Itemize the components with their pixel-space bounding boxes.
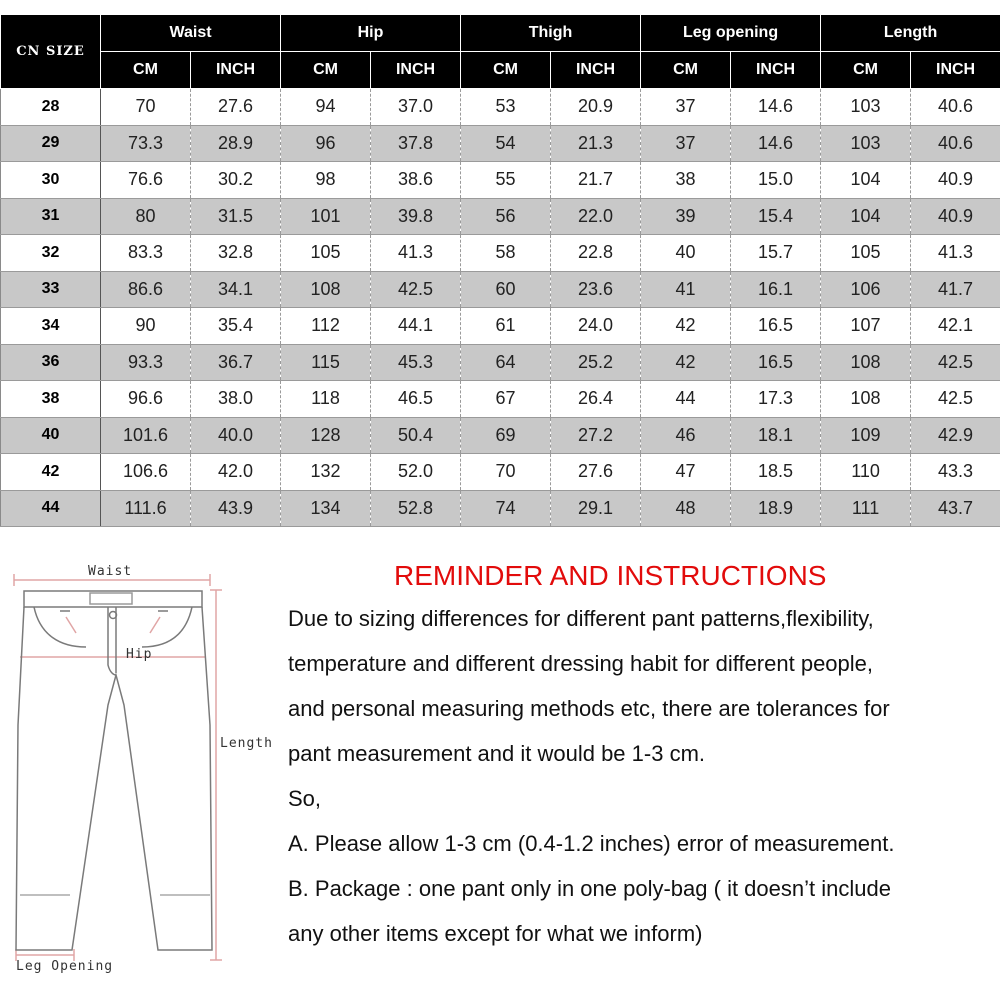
measurement-cell: 38 — [641, 162, 731, 199]
measurement-cell: 52.8 — [371, 490, 461, 527]
measurement-cell: 58 — [461, 235, 551, 272]
measurement-cell: 18.9 — [731, 490, 821, 527]
measurement-cell: 36.7 — [191, 344, 281, 381]
measurement-cell: 16.1 — [731, 271, 821, 308]
measurement-cell: 42.5 — [371, 271, 461, 308]
measurement-cell: 53 — [461, 89, 551, 126]
header-leg-opening-cm: CM — [641, 52, 731, 89]
measurement-cell: 74 — [461, 490, 551, 527]
measurement-cell: 37.0 — [371, 89, 461, 126]
measurement-cell: 69 — [461, 417, 551, 454]
measurement-cell: 76.6 — [101, 162, 191, 199]
pocket-stitch — [66, 617, 160, 633]
measurement-cell: 39.8 — [371, 198, 461, 235]
measurement-cell: 28.9 — [191, 125, 281, 162]
measurement-cell: 27.2 — [551, 417, 641, 454]
measurement-cell: 41.3 — [911, 235, 1000, 272]
header-leg-opening-inch: INCH — [731, 52, 821, 89]
size-cell: 28 — [1, 89, 101, 126]
measurement-cell: 41.3 — [371, 235, 461, 272]
table-row — [1, 454, 1000, 491]
size-cell: 34 — [1, 308, 101, 345]
instruction-line-3: and personal measuring methods etc, there are tolerances for — [288, 696, 890, 721]
measurement-cell: 15.7 — [731, 235, 821, 272]
measurement-cell: 67 — [461, 381, 551, 418]
header-thigh-cm: CM — [461, 52, 551, 89]
measurement-cell: 27.6 — [191, 89, 281, 126]
measurement-cell: 15.0 — [731, 162, 821, 199]
size-cell: 38 — [1, 381, 101, 418]
measurement-cell: 16.5 — [731, 344, 821, 381]
measurement-cell: 38.6 — [371, 162, 461, 199]
measurement-cell: 43.7 — [911, 490, 1000, 527]
measurement-cell: 14.6 — [731, 125, 821, 162]
measurement-cell: 22.8 — [551, 235, 641, 272]
header-leg-opening: Leg opening — [641, 15, 821, 52]
measurement-cell: 30.2 — [191, 162, 281, 199]
measurement-cell: 42.1 — [911, 308, 1000, 345]
leg-opening-label: Leg Opening — [16, 959, 114, 974]
instruction-line-b-cont: any other items except for what we inform) — [288, 921, 703, 946]
measurement-cell: 31.5 — [191, 198, 281, 235]
measurement-cell: 118 — [281, 381, 371, 418]
table-row — [1, 198, 1000, 235]
measurement-cell: 46.5 — [371, 381, 461, 418]
measurement-cell: 105 — [281, 235, 371, 272]
reminder-title: REMINDER AND INSTRUCTIONS — [394, 560, 827, 591]
table-row — [1, 381, 1000, 418]
header-row-groups — [1, 15, 1000, 52]
size-cell: 30 — [1, 162, 101, 199]
instruction-line-2: temperature and different dressing habit for different people, — [288, 651, 874, 676]
instruction-line-b: B. Package : one pant only in one poly-bag ( it doesn’t include — [288, 876, 891, 901]
header-waist-inch: INCH — [191, 52, 281, 89]
measurement-cell: 42.5 — [911, 381, 1000, 418]
measurement-cell: 47 — [641, 454, 731, 491]
measurement-cell: 16.5 — [731, 308, 821, 345]
measurement-cell: 56 — [461, 198, 551, 235]
measurement-cell: 110 — [821, 454, 911, 491]
measurement-cell: 108 — [281, 271, 371, 308]
measurement-cell: 55 — [461, 162, 551, 199]
measurement-cell: 105 — [821, 235, 911, 272]
measurement-cell: 96.6 — [101, 381, 191, 418]
size-cell: 32 — [1, 235, 101, 272]
measurement-cell: 42 — [641, 344, 731, 381]
measurement-cell: 42.5 — [911, 344, 1000, 381]
instruction-line-a: A. Please allow 1-3 cm (0.4-1.2 inches) error of measurement. — [288, 831, 895, 856]
table-row — [1, 344, 1000, 381]
measurement-cell: 80 — [101, 198, 191, 235]
measurement-cell: 40.6 — [911, 125, 1000, 162]
pants-diagram — [0, 555, 290, 995]
measurement-cell: 43.9 — [191, 490, 281, 527]
measurement-cell: 40.9 — [911, 198, 1000, 235]
measurement-cell: 108 — [821, 344, 911, 381]
measurement-cell: 112 — [281, 308, 371, 345]
measurement-cell: 42.9 — [911, 417, 1000, 454]
measurement-cell: 107 — [821, 308, 911, 345]
measurement-cell: 27.6 — [551, 454, 641, 491]
table-row — [1, 162, 1000, 199]
size-cell: 29 — [1, 125, 101, 162]
measurement-cell: 106 — [821, 271, 911, 308]
measurement-cell: 104 — [821, 162, 911, 199]
header-cn-size: CN SIZE — [1, 15, 101, 89]
header-hip-cm: CM — [281, 52, 371, 89]
measurement-cell: 40.9 — [911, 162, 1000, 199]
measurement-cell: 83.3 — [101, 235, 191, 272]
measurement-cell: 41.7 — [911, 271, 1000, 308]
measurement-cell: 46 — [641, 417, 731, 454]
measurement-cell: 14.6 — [731, 89, 821, 126]
measurement-cell: 38.0 — [191, 381, 281, 418]
measurement-cell: 18.5 — [731, 454, 821, 491]
measurement-cell: 50.4 — [371, 417, 461, 454]
measurement-cell: 23.6 — [551, 271, 641, 308]
measurement-cell: 103 — [821, 89, 911, 126]
measurement-cell: 93.3 — [101, 344, 191, 381]
measurement-cell: 42.0 — [191, 454, 281, 491]
measurement-cell: 48 — [641, 490, 731, 527]
measurement-cell: 115 — [281, 344, 371, 381]
measurement-cell: 40 — [641, 235, 731, 272]
header-length: Length — [821, 15, 1000, 52]
measurement-cell: 98 — [281, 162, 371, 199]
size-cell: 42 — [1, 454, 101, 491]
waist-label: Waist — [88, 564, 133, 579]
measurement-cell: 106.6 — [101, 454, 191, 491]
measurement-cell: 41 — [641, 271, 731, 308]
measurement-cell: 101 — [281, 198, 371, 235]
measurement-cell: 132 — [281, 454, 371, 491]
measurement-cell: 111 — [821, 490, 911, 527]
measurement-cell: 40.6 — [911, 89, 1000, 126]
table-row — [1, 271, 1000, 308]
measurement-cell: 43.3 — [911, 454, 1000, 491]
table-row — [1, 235, 1000, 272]
table-row — [1, 490, 1000, 527]
table-row — [1, 89, 1000, 126]
measurement-cell: 103 — [821, 125, 911, 162]
instruction-line-1: Due to sizing differences for different pant patterns,flexibility, — [288, 606, 874, 631]
length-label: Length — [220, 736, 273, 751]
measurement-cell: 39 — [641, 198, 731, 235]
instruction-line-so: So, — [288, 786, 322, 811]
size-cell: 44 — [1, 490, 101, 527]
measurement-cell: 44.1 — [371, 308, 461, 345]
table-row — [1, 125, 1000, 162]
measurement-cell: 22.0 — [551, 198, 641, 235]
measurement-cell: 15.4 — [731, 198, 821, 235]
size-chart-table — [0, 14, 1000, 527]
size-cell: 40 — [1, 417, 101, 454]
size-cell: 31 — [1, 198, 101, 235]
measurement-cell: 61 — [461, 308, 551, 345]
header-waist: Waist — [101, 15, 281, 52]
measurement-cell: 29.1 — [551, 490, 641, 527]
measurement-cell: 44 — [641, 381, 731, 418]
measurement-cell: 94 — [281, 89, 371, 126]
measurement-cell: 37 — [641, 125, 731, 162]
measurement-cell: 54 — [461, 125, 551, 162]
measurement-cell: 37.8 — [371, 125, 461, 162]
measurement-cell: 21.3 — [551, 125, 641, 162]
header-length-inch: INCH — [911, 52, 1000, 89]
measurement-cell: 37 — [641, 89, 731, 126]
measurement-cell: 86.6 — [101, 271, 191, 308]
measurement-cell: 35.4 — [191, 308, 281, 345]
measurement-cell: 20.9 — [551, 89, 641, 126]
header-thigh: Thigh — [461, 15, 641, 52]
measurement-cell: 18.1 — [731, 417, 821, 454]
header-thigh-inch: INCH — [551, 52, 641, 89]
measurement-cell: 40.0 — [191, 417, 281, 454]
size-cell: 33 — [1, 271, 101, 308]
table-row — [1, 308, 1000, 345]
table-body — [1, 89, 1000, 527]
hip-label: Hip — [126, 647, 153, 662]
measurement-cell: 73.3 — [101, 125, 191, 162]
size-cell: 36 — [1, 344, 101, 381]
measurement-cell: 96 — [281, 125, 371, 162]
instruction-line-4: pant measurement and it would be 1-3 cm. — [288, 741, 706, 766]
pants-illustration — [0, 555, 290, 995]
measurement-cell: 108 — [821, 381, 911, 418]
measurement-cell: 45.3 — [371, 344, 461, 381]
measurement-cell: 64 — [461, 344, 551, 381]
header-hip-inch: INCH — [371, 52, 461, 89]
header-row-units — [1, 52, 1000, 89]
measurement-cell: 34.1 — [191, 271, 281, 308]
measurement-cell: 52.0 — [371, 454, 461, 491]
measurement-cell: 111.6 — [101, 490, 191, 527]
measurement-cell: 70 — [101, 89, 191, 126]
header-hip: Hip — [281, 15, 461, 52]
measurement-cell: 32.8 — [191, 235, 281, 272]
table-row — [1, 417, 1000, 454]
header-length-cm: CM — [821, 52, 911, 89]
measurement-cell: 25.2 — [551, 344, 641, 381]
measurement-cell: 134 — [281, 490, 371, 527]
measurement-cell: 26.4 — [551, 381, 641, 418]
pants-outline — [16, 591, 212, 950]
measurement-cell: 109 — [821, 417, 911, 454]
measurement-cell: 128 — [281, 417, 371, 454]
reminder-section — [288, 556, 1000, 956]
measurement-cell: 24.0 — [551, 308, 641, 345]
measurement-cell: 70 — [461, 454, 551, 491]
measurement-cell: 21.7 — [551, 162, 641, 199]
measurement-cell: 17.3 — [731, 381, 821, 418]
measurement-cell: 101.6 — [101, 417, 191, 454]
measurement-cell: 90 — [101, 308, 191, 345]
measurement-cell: 104 — [821, 198, 911, 235]
measurement-cell: 42 — [641, 308, 731, 345]
header-waist-cm: CM — [101, 52, 191, 89]
measurement-cell: 60 — [461, 271, 551, 308]
